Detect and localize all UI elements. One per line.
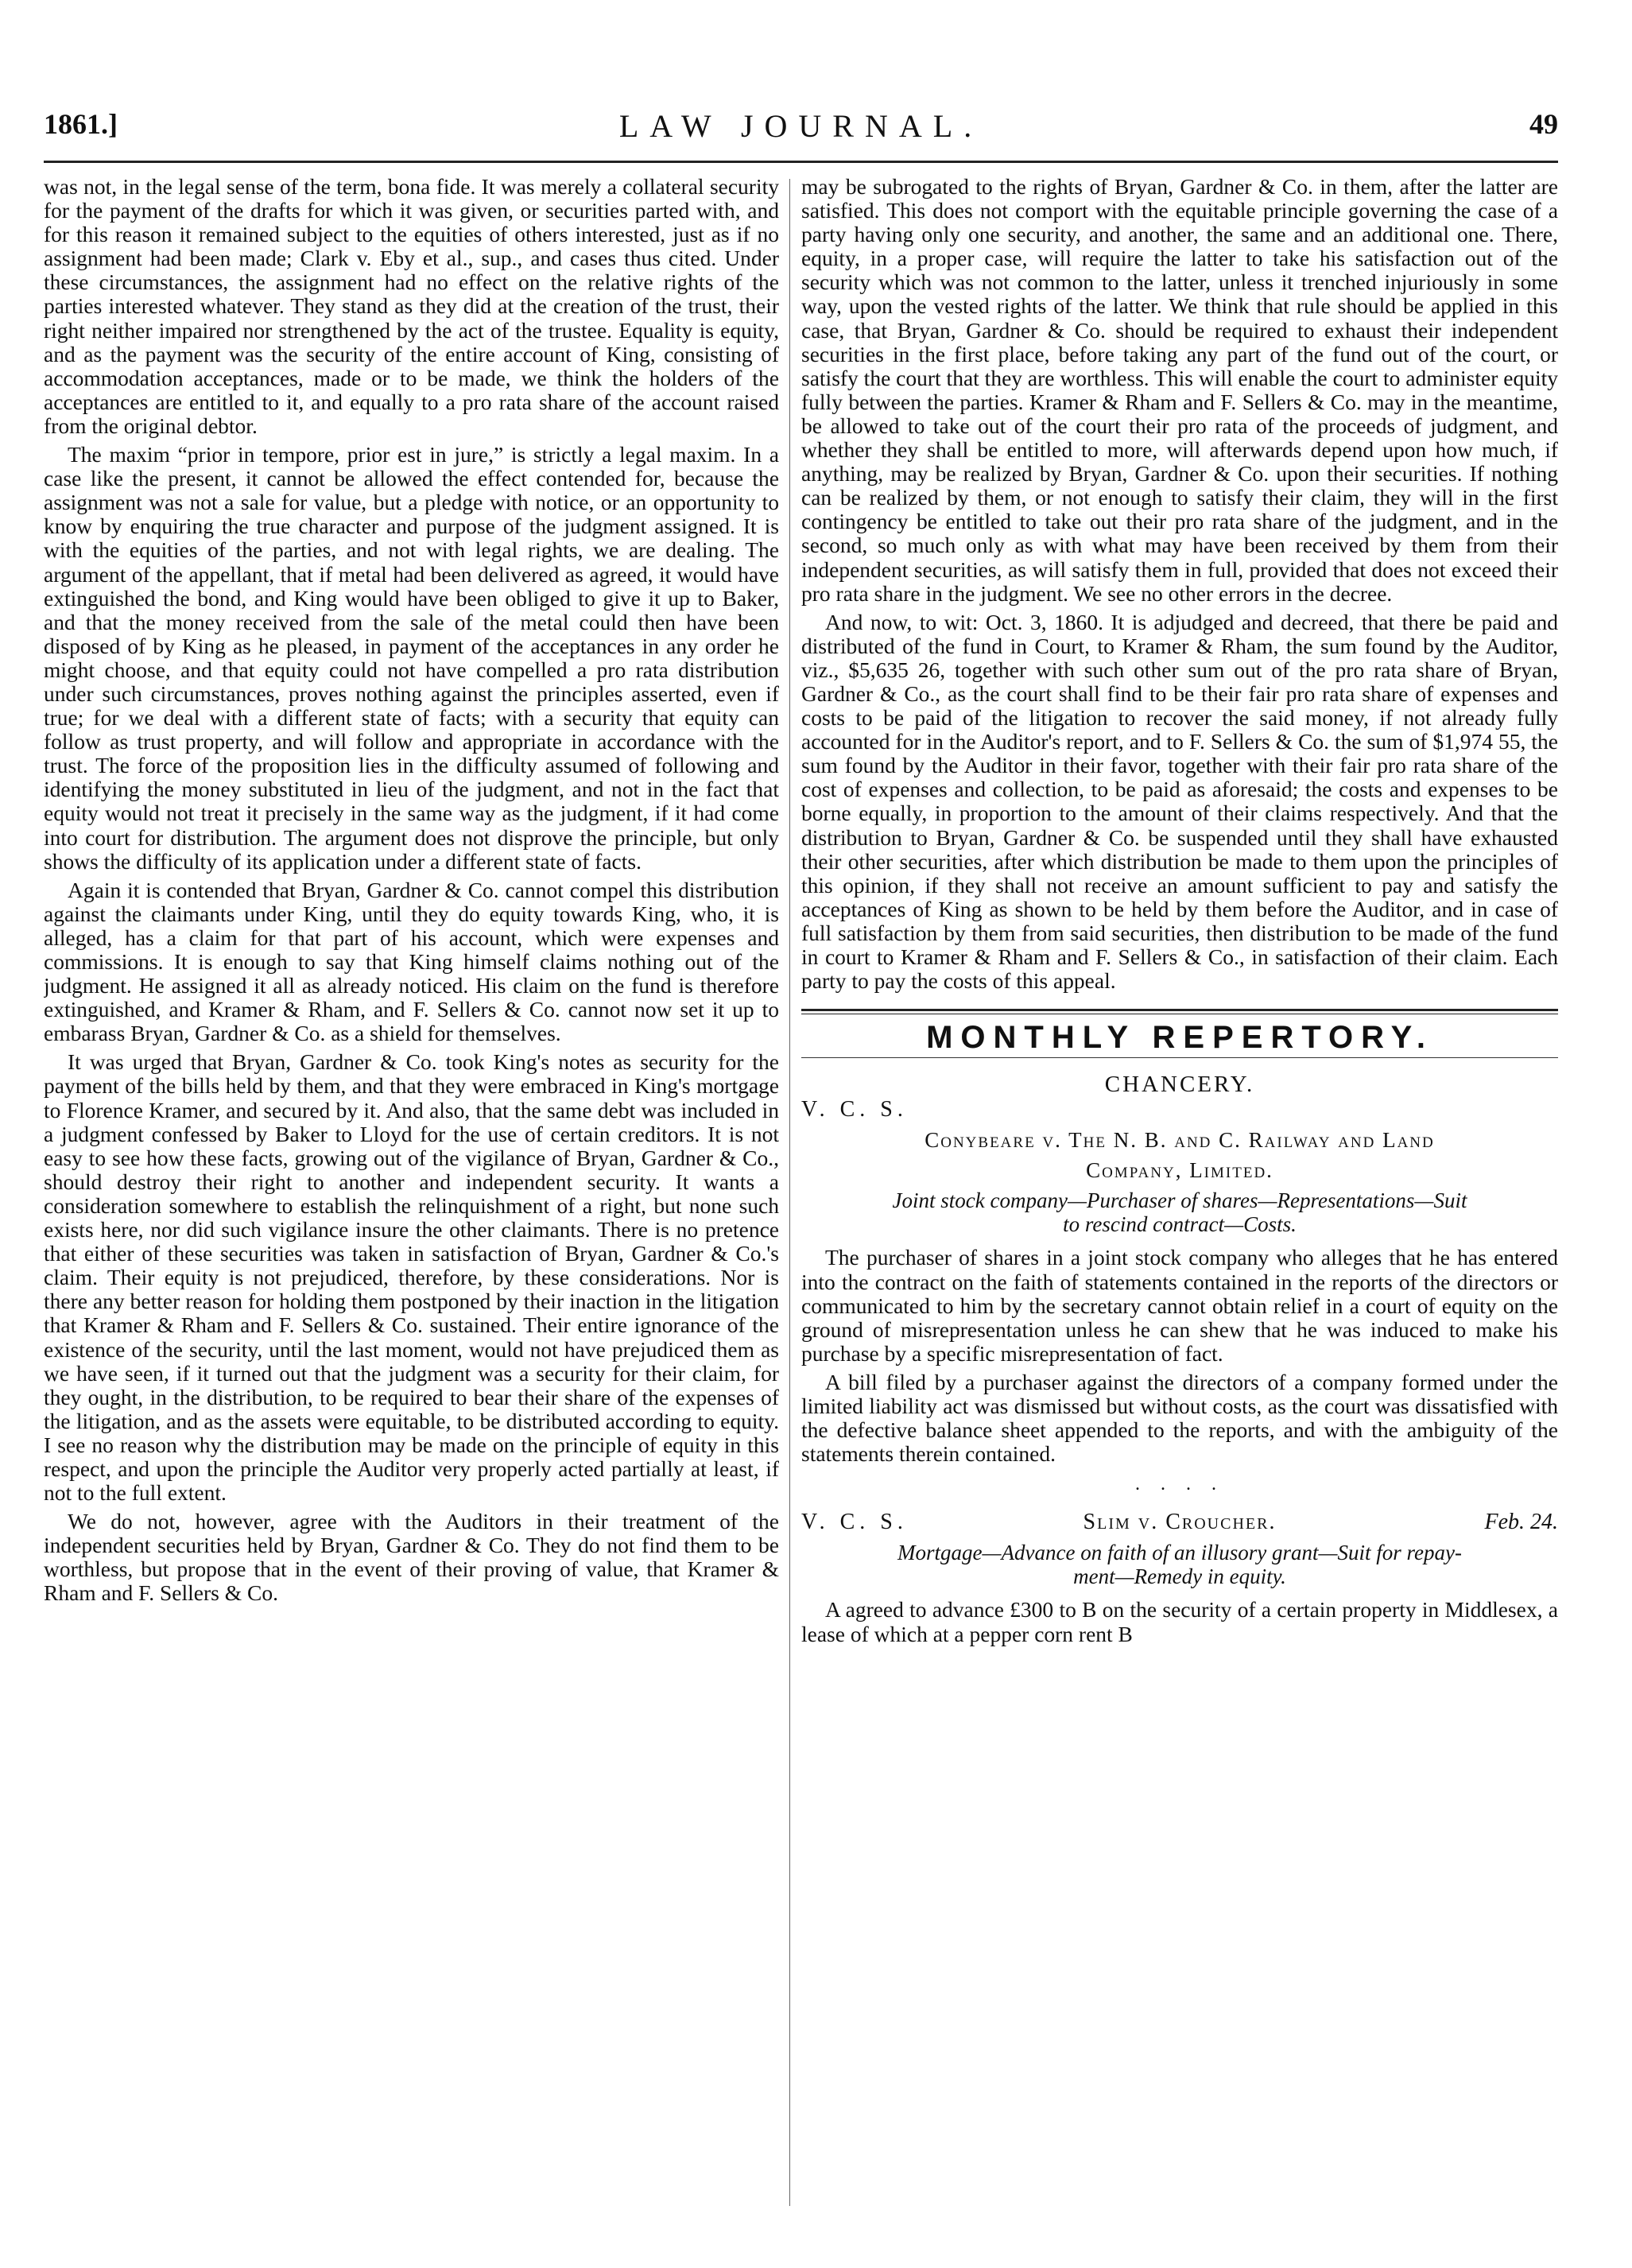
case2-heading — [801, 1510, 1558, 1537]
left-paragraph: was not, in the legal sense of the term, bona fide. It was merely a collateral security for the payment of the drafts for which it was given, or securities parted with, and for this reason it remained subject to the equities of others interested, just as if no assignment had been made; Clark v. Eby et al., sup., and cases thus cited. Under these circumstances, the assignment had no effect on the relative rights of the parties interested whatever. They stand as they did at the creation of the trust, their right neither impaired nor strengthened by the act of the trustee. Equality is equity, and as the payment was the security of the entire account of King, consisting of accommodation acceptances, made or to be made, we think the holders of the acceptances are entitled to it, and equally to a pro rata share of the account raised from the original debtor. — [44, 175, 779, 438]
chancery-heading: CHANCERY. — [1104, 1072, 1255, 1098]
case1-title-line2: Company, Limited. — [1086, 1158, 1273, 1183]
case2-headnote-line2: ment—Remedy in equity. — [1073, 1564, 1286, 1589]
case2-parties: Slim v. Croucher. — [1083, 1510, 1277, 1535]
case1-title-line1: Conybeare v. The N. B. and C. Railway and Land — [925, 1128, 1435, 1153]
left-paragraph: We do not, however, agree with the Auditors in their treatment of the independent securities held by Bryan, Gardner & Co. They do not find them to be worthless, but propose that in the event of their proving of value, that Kramer & Rham and F. Sellers & Co. — [44, 1509, 779, 1606]
case1-court: V. C. S. — [801, 1097, 908, 1122]
case1-paragraph: A bill filed by a purchaser against the directors of a company formed under the limited liability act was dismissed but without costs, as the court was dissatisfied with the defective balance sheet appended to the reports, and with the ambiguity of the statements therein contained. — [801, 1369, 1558, 1467]
case2-headnote — [801, 1541, 1558, 1588]
header-year: 1861.] — [44, 108, 118, 140]
left-paragraph: It was urged that Bryan, Gardner & Co. took King's notes as security for the payment of the bills held by them, and that they were embraced in King's mortgage to Florence Kramer, and secured by it. And also, that the same debt was included in a judgment confessed by Baker to Lloyd for the use of certain creditors. It is not easy to see how these facts, growing out of the vigilance of Bryan, Gardner & Co., should destroy their right to another and independent security. It wants a consideration somewhere to establish the relinquishment of a right, but none such exists here, nor did such vigilance insure the other claimants. There is no pretence that either of these securities was taken in satisfaction of Bryan, Gardner & Co.'s claim. Their equity is not prejudiced, therefore, by these considerations. Nor is there any better reason for holding them postponed by their inaction in the litigation that Kramer & Rham and F. Sellers & Co. sustained. Their entire ignorance of the existence of the security, until the last moment, would not have prejudiced them as we have seen, if it turned out that the judgment was a security for their claim, for they ought, in the distribution, to be required to bear their share of the expenses of the litigation, and as the assets were equitable, to be distributed according to equity. I see no reason why the distribution may be made on the principle of equity in this respect, and upon the principle the Auditor very properly acted partially at least, if not to the full extent. — [44, 1049, 779, 1506]
left-paragraph: Again it is contended that Bryan, Gardner & Co. cannot compel this distribution against the claimants under King, until they do equity towards King, who, it is alleged, has a claim for that part of his account, which were expenses and commissions. It is enough to say that King himself claims nothing out of the judgment. He assigned it all as already noticed. His claim on the fund is therefore extinguished, and Kramer & Rham, and F. Sellers & Co. cannot now set it up to embarass Bryan, Gardner & Co. as a shield for themselves. — [44, 877, 779, 1046]
case1-headnote — [801, 1188, 1558, 1236]
case1-headnote-line2: to rescind contract—Costs. — [1063, 1212, 1297, 1237]
repertory-rule — [801, 1057, 1558, 1058]
case2-court: V. C. S. — [801, 1510, 908, 1535]
left-column — [44, 175, 779, 2210]
right-paragraph: And now, to wit: Oct. 3, 1860. It is adjudged and decreed, that there be paid and distributed of the fund in Court, to Kramer & Rham, the sum found by the Auditor, viz., $5,635 26, together with such other sum out of the pro rata share of Bryan, Gardner & Co., as the court shall find to be their fair pro rata share of expenses and costs to be paid of the litigation to recover the said money, if not already fully accounted for in the Auditor's report, and to F. Sellers & Co. the sum of $1,974 55, the sum found by the Auditor in their favor, together with their fair pro rata share of the cost of expenses and collection, to be paid as aforesaid; the costs and expenses to be borne equally, in proportion to the amount of their claims respectively. And that the distribution to Bryan, Gardner & Co. be suspended until they shall have exhausted their other securities, after which distribution be made to them upon the principles of this opinion, if they shall not receive an amount sufficient to pay and satisfy the acceptances of King as shown to be held by them before the Auditor, and in case of full satisfaction by them from said securities, then distribution to be made of the fund in court to Kramer & Rham and F. Sellers & Co., in satisfaction of their claim. Each party to pay the costs of this appeal. — [801, 609, 1558, 994]
running-head — [44, 107, 1558, 152]
right-paragraph: may be subrogated to the rights of Bryan, Gardner & Co. in them, after the latter are satisfied. This does not comport with the equitable principle governing the case of a party having only one security, and another, the same and an additional one. There, equity, in a proper case, will require the latter to take his satisfaction out of the security which was not common to the latter, unless it trenched injuriously in some way, upon the vested rights of the latter. We think that rule should be applied in this case, that Bryan, Gardner & Co. should be required to exhaust their independent securities in the first place, before taking any part of the fund out of the court, or satisfy the court that they are worthless. This will enable the court to administer equity fully between the parties. Kramer & Rham and F. Sellers & Co. may in the meantime, be allowed to take out of the court their pro rata of the proceeds of judgment, and whether they shall be entitled to more, will afterwards depend upon how much, if anything, may be realized by Bryan, Gardner & Co. upon their securities. If nothing can be realized by them, or not enough to satisfy their claim, they will in the first contingency be entitled to take out their pro rata share of the judgment, and in the second, so much only as with what may have been received by them from their independent securities, as will satisfy them in full, provided that does not exceed their pro rata share in the judgment. We see no other errors in the decree. — [801, 175, 1558, 606]
case1-headnote-line1: Joint stock company—Purchaser of shares—Representations—Suit — [892, 1188, 1467, 1213]
column-divider — [789, 179, 790, 2206]
case1-paragraph: The purchaser of shares in a joint stock company who alleges that he has entered into the contract on the faith of statements contained in the reports of the directors or communicated to him by the secretary cannot obtain relief in a court of equity on the ground of misrepresentation unless he can shew that he was induced to make his purchase by a specific misrepresentation of fact. — [801, 1245, 1558, 1366]
section-double-rule — [801, 1009, 1558, 1014]
page-number: 49 — [1529, 108, 1558, 140]
repertory-title: MONTHLY REPERTORY. — [926, 1020, 1433, 1056]
case2-date: Feb. 24. — [1484, 1510, 1558, 1535]
left-paragraph: The maxim “prior in tempore, prior est in jure,” is strictly a legal maxim. In a case like the present, it cannot be allowed the effect contended for, because the assignment was not a sale for value, but a pledge with notice, or an opportunity to know by enquiring the true character and purpose of the judgment assigned. It is with the equities of the parties, and not with legal rights, we are dealing. The argument of the appellant, that if metal had been delivered as agreed, it would have extinguished the bond, and King would have been obliged to give it up to Baker, and that the money received from the sale of the metal could then have been disposed of by King as he pleased, in payment of the acceptances in any order he might choose, and that equity could not have compelled a pro rata distribution under such circumstances, proves nothing against the principles asserted, even if true; for we deal with a different state of facts; with a security that equity can follow as trust property, and will follow and appropriate in accordance with the trust. The force of the proposition lies in the difficulty assumed of following and identifying the money substituted in lieu of the judgment, and not in the fact that equity would not treat it precisely in the same way as the judgment, if it had come into court for distribution. The argument does not disprove the principle, but only shows the difficulty of its application under a different state of facts. — [44, 442, 779, 874]
case2-headnote-line1: Mortgage—Advance on faith of an illusory grant—Suit for repay- — [897, 1541, 1462, 1565]
right-column — [801, 175, 1558, 2210]
case2-paragraph: A agreed to advance £300 to B on the security of a certain property in Middlesex, a lease of which at a pepper corn rent B — [801, 1597, 1558, 1646]
case-separator: . . . . — [1135, 1474, 1224, 1495]
header-rule — [44, 161, 1558, 163]
header-title: LAW JOURNAL. — [618, 108, 983, 144]
